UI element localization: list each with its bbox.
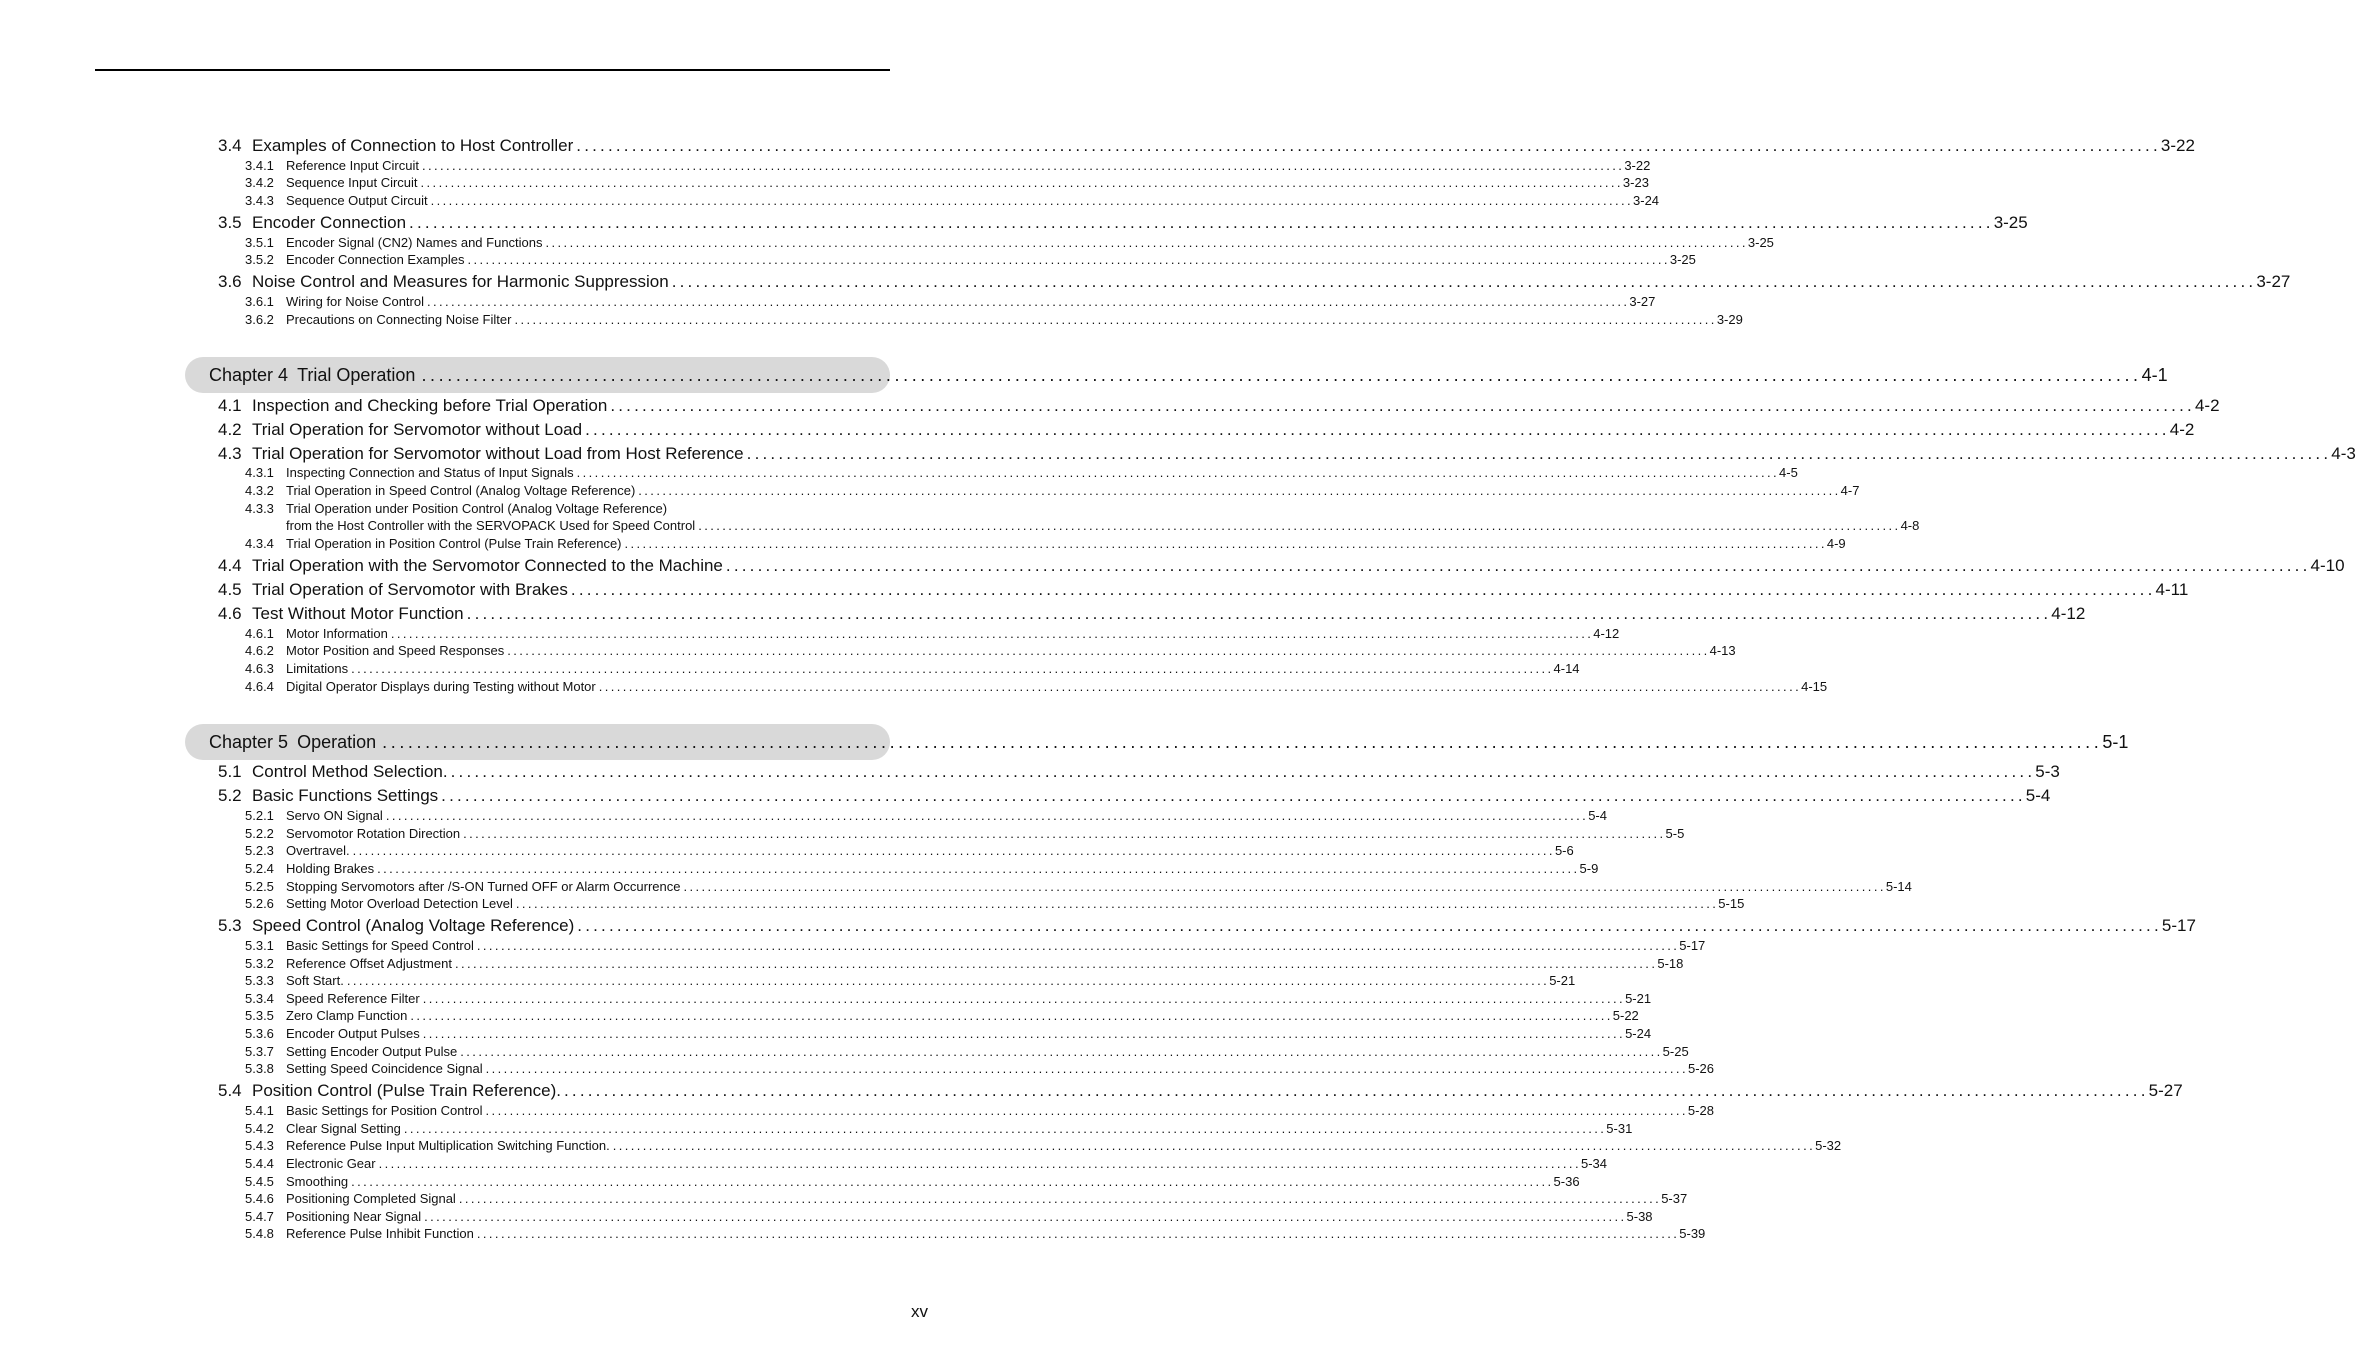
toc-subsection[interactable]: 5.3.5 Zero Clamp Function ........................................................................................................................................................................................................ 5-22 xyxy=(245,1008,1639,1023)
toc-subsection[interactable]: 5.4.2 Clear Signal Setting ........................................................................................................................................................................................................ 5-31 xyxy=(245,1121,1633,1136)
page-number: xv xyxy=(911,1302,928,1321)
toc-subsection[interactable]: 5.2.1 Servo ON Signal ........................................................................................................................................................................................................ 5-4 xyxy=(245,808,1607,823)
toc-section[interactable]: 4.5 Trial Operation of Servomotor with Brakes ........................................................................................................................................................................................................ 4-11 xyxy=(218,580,2189,599)
toc-section[interactable]: 4.6 Test Without Motor Function ........................................................................................................................................................................................................ 4-12 xyxy=(218,604,2086,623)
toc-subsection[interactable]: 5.4.8 Reference Pulse Inhibit Function ........................................................................................................................................................................................................ 5-39 xyxy=(245,1226,1706,1241)
toc-subsection[interactable]: 5.4.3 Reference Pulse Input Multiplication Switching Function. ........................................................................................................................................................................................................ 5-32 xyxy=(245,1138,1842,1153)
toc-subsection[interactable]: 5.3.7 Setting Encoder Output Pulse ........................................................................................................................................................................................................ 5-25 xyxy=(245,1044,1689,1059)
toc-subsection[interactable]: 3.4.2 Sequence Input Circuit ........................................................................................................................................................................................................ 3-23 xyxy=(245,175,1649,190)
chapter-4-heading[interactable]: Chapter 4 Trial Operation ........................................................................................................................................................................................................ 4-1 xyxy=(209,365,2168,385)
toc-section[interactable]: 4.4 Trial Operation with the Servomotor Connected to the Machine ........................................................................................................................................................................................................ 4-10 xyxy=(218,556,2345,575)
toc-subsection[interactable]: 3.4.1 Reference Input Circuit ........................................................................................................................................................................................................ 3-22 xyxy=(245,158,1651,173)
toc-subsection[interactable]: 5.4.6 Positioning Completed Signal ........................................................................................................................................................................................................ 5-37 xyxy=(245,1191,1688,1206)
toc-subsection[interactable]: 5.3.3 Soft Start. ........................................................................................................................................................................................................ 5-21 xyxy=(245,973,1576,988)
toc-subsection[interactable]: 5.3.8 Setting Speed Coincidence Signal ........................................................................................................................................................................................................ 5-26 xyxy=(245,1061,1714,1076)
toc-subsection[interactable]: 4.3.3 Trial Operation under Position Control (Analog Voltage Reference) xyxy=(245,501,668,516)
toc-subsection-continuation[interactable]: from the Host Controller with the SERVOPACK Used for Speed Control ........................................................................................................................................................................................................ 4-8 xyxy=(286,518,1920,533)
toc-subsection[interactable]: 5.3.4 Speed Reference Filter ........................................................................................................................................................................................................ 5-21 xyxy=(245,991,1652,1006)
toc-subsection[interactable]: 4.6.4 Digital Operator Displays during Testing without Motor ........................................................................................................................................................................................................ 4-15 xyxy=(245,679,1828,694)
toc-subsection[interactable]: 3.6.2 Precautions on Connecting Noise Filter ........................................................................................................................................................................................................ 3-29 xyxy=(245,312,1743,327)
toc-subsection[interactable]: 5.2.3 Overtravel. ........................................................................................................................................................................................................ 5-6 xyxy=(245,843,1574,858)
toc-section[interactable]: 3.6 Noise Control and Measures for Harmonic Suppression ........................................................................................................................................................................................................ 3-27 xyxy=(218,272,2291,291)
toc-section[interactable]: 3.5 Encoder Connection ........................................................................................................................................................................................................ 3-25 xyxy=(218,213,2028,232)
toc-subsection[interactable]: 3.5.1 Encoder Signal (CN2) Names and Functions ........................................................................................................................................................................................................ 3-25 xyxy=(245,235,1774,250)
toc-subsection[interactable]: 4.6.3 Limitations ........................................................................................................................................................................................................ 4-14 xyxy=(245,661,1580,676)
toc-subsection[interactable]: 3.4.3 Sequence Output Circuit ........................................................................................................................................................................................................ 3-24 xyxy=(245,193,1660,208)
toc-subsection[interactable]: 5.3.2 Reference Offset Adjustment ........................................................................................................................................................................................................ 5-18 xyxy=(245,956,1684,971)
toc-section[interactable]: 4.2 Trial Operation for Servomotor without Load ........................................................................................................................................................................................................ 4-2 xyxy=(218,420,2195,439)
toc-subsection[interactable]: 4.6.2 Motor Position and Speed Responses ........................................................................................................................................................................................................ 4-13 xyxy=(245,643,1736,658)
toc-subsection[interactable]: 5.3.6 Encoder Output Pulses ........................................................................................................................................................................................................ 5-24 xyxy=(245,1026,1652,1041)
toc-subsection[interactable]: 3.6.1 Wiring for Noise Control ........................................................................................................................................................................................................ 3-27 xyxy=(245,294,1656,309)
toc-section[interactable]: 5.1 Control Method Selection. ........................................................................................................................................................................................................ 5-3 xyxy=(218,762,2060,781)
toc-section[interactable]: 3.4 Examples of Connection to Host Controller ........................................................................................................................................................................................................ 3-22 xyxy=(218,136,2195,155)
toc-subsection[interactable]: 5.4.7 Positioning Near Signal ........................................................................................................................................................................................................ 5-38 xyxy=(245,1209,1653,1224)
toc-subsection[interactable]: 4.3.2 Trial Operation in Speed Control (Analog Voltage Reference) ........................................................................................................................................................................................................ 4-7 xyxy=(245,483,1860,498)
toc-subsection[interactable]: 5.4.4 Electronic Gear ........................................................................................................................................................................................................ 5-34 xyxy=(245,1156,1607,1171)
toc-section[interactable]: 5.4 Position Control (Pulse Train Reference). ........................................................................................................................................................................................................ 5-27 xyxy=(218,1081,2183,1100)
toc-subsection[interactable]: 4.3.4 Trial Operation in Position Control (Pulse Train Reference) ........................................................................................................................................................................................................ 4-9 xyxy=(245,536,1846,551)
toc-subsection[interactable]: 5.2.2 Servomotor Rotation Direction ........................................................................................................................................................................................................ 5-5 xyxy=(245,826,1685,841)
toc-section[interactable]: 4.3 Trial Operation for Servomotor without Load from Host Reference ........................................................................................................................................................................................................ 4-3 xyxy=(218,444,2356,463)
toc-subsection[interactable]: 5.3.1 Basic Settings for Speed Control ........................................................................................................................................................................................................ 5-17 xyxy=(245,938,1706,953)
chapter-5-heading[interactable]: Chapter 5 Operation ........................................................................................................................................................................................................ 5-1 xyxy=(209,732,2129,752)
toc-subsection[interactable]: 3.5.2 Encoder Connection Examples ........................................................................................................................................................................................................ 3-25 xyxy=(245,252,1696,267)
toc-subsection[interactable]: 5.4.1 Basic Settings for Position Control ........................................................................................................................................................................................................ 5-28 xyxy=(245,1103,1714,1118)
toc-subsection[interactable]: 5.2.5 Stopping Servomotors after /S-ON Turned OFF or Alarm Occurrence ........................................................................................................................................................................................................ 5-14 xyxy=(245,879,1912,894)
toc-subsection[interactable]: 4.3.1 Inspecting Connection and Status of Input Signals ........................................................................................................................................................................................................ 4-5 xyxy=(245,465,1798,480)
toc-subsection[interactable]: 5.4.5 Smoothing ........................................................................................................................................................................................................ 5-36 xyxy=(245,1174,1580,1189)
toc-subsection[interactable]: 5.2.6 Setting Motor Overload Detection Level ........................................................................................................................................................................................................ 5-15 xyxy=(245,896,1745,911)
toc-section[interactable]: 5.2 Basic Functions Settings ........................................................................................................................................................................................................ 5-4 xyxy=(218,786,2051,805)
toc-subsection[interactable]: 5.2.4 Holding Brakes ........................................................................................................................................................................................................ 5-9 xyxy=(245,861,1599,876)
toc-section[interactable]: 4.1 Inspection and Checking before Trial Operation ........................................................................................................................................................................................................ 4-2 xyxy=(218,396,2220,415)
toc-subsection[interactable]: 4.6.1 Motor Information ........................................................................................................................................................................................................ 4-12 xyxy=(245,626,1620,641)
toc-section[interactable]: 5.3 Speed Control (Analog Voltage Reference) ........................................................................................................................................................................................................ 5-17 xyxy=(218,916,2196,935)
